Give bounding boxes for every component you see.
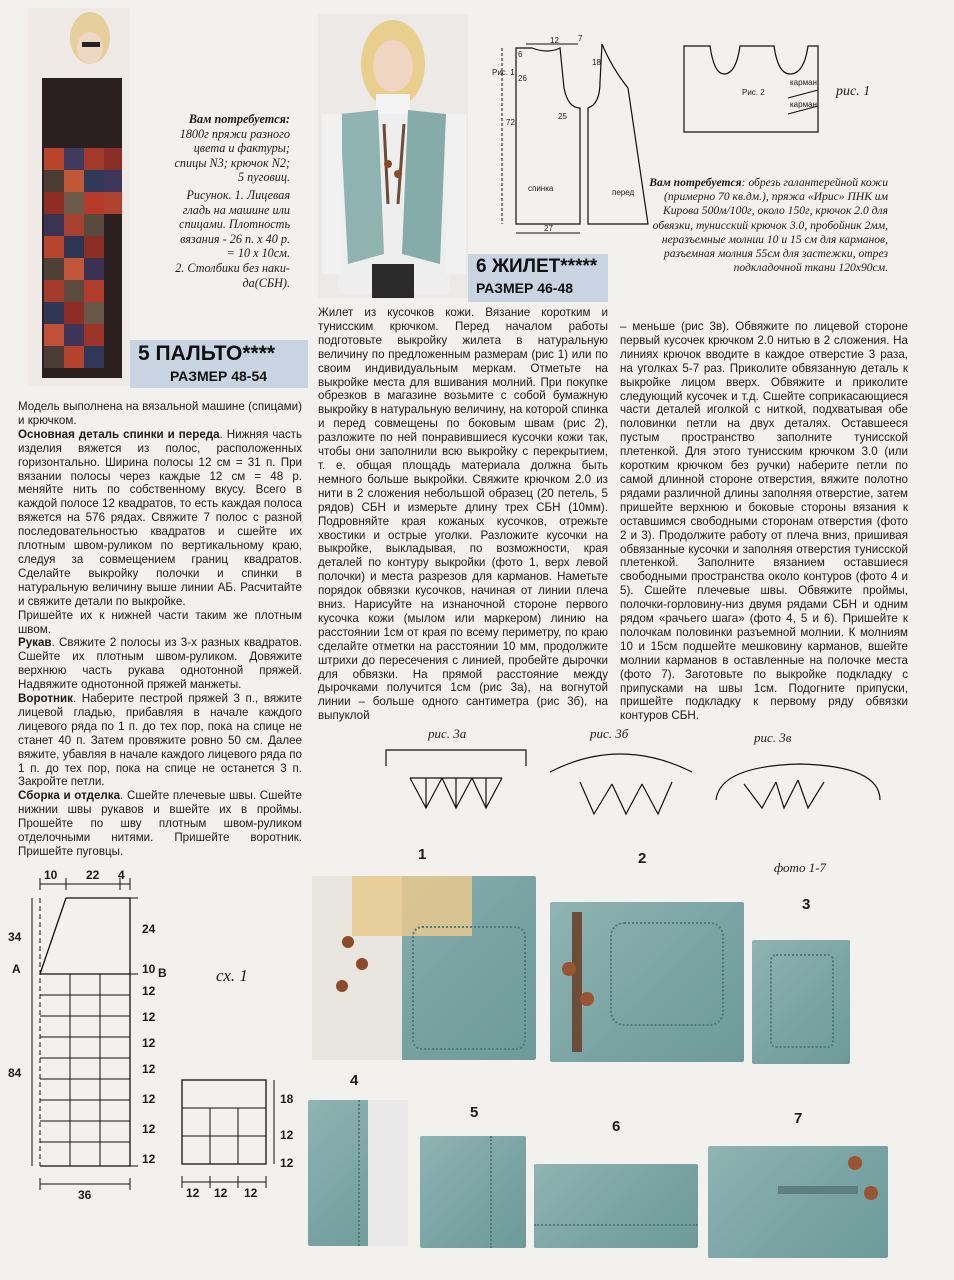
pattern-dim: 26 (518, 74, 527, 83)
coat-figure-illustration (28, 8, 130, 386)
fig-3a-caption: рис. 3а (428, 726, 467, 741)
coat-pattern-line: вязания - 26 п. х 40 р. (180, 231, 290, 246)
dim-right: 24 (142, 922, 156, 936)
coat-paragraph-sleeve: Рукав. Свяжите 2 полосы из 3-х разных квадратов. Сшейте их плотным швом-руликом. Довяжите верхнюю часть рукава однотонной пряжей. Надвяжите однотонной пряжей манжеты. (18, 636, 302, 692)
coat-paragraph-collar: Воротник. Наберите пестрой пряжей 3 п., вяжите лицевой гладью, прибавляя в начале каждого лицевого ряда по 1 п. до тех пор, пока на спице не станет 40 п. Затем провяжите ровно 50 см. Далее вяжите, убавляя в начале каждого лицевого ряда по 1 п. до тех пор, пока на спице не останется 3 п. Закройте петли. (18, 692, 302, 789)
dim-top: 22 (86, 868, 100, 882)
sleeve-dim-bottom: 12 (186, 1186, 200, 1200)
photo-number: 2 (638, 850, 647, 867)
pattern-dim: 12 (550, 36, 559, 45)
photo-3 (752, 940, 850, 1064)
coat-title: 5 ПАЛЬТО**** (138, 342, 276, 365)
coat-pattern-line: 2. Столбики без наки- (175, 260, 290, 275)
coat-pattern-line: = 10 х 10см. (226, 246, 290, 261)
dim-right: 10 (142, 962, 156, 976)
photo-7 (708, 1146, 888, 1258)
photo-4 (308, 1100, 408, 1246)
sleeve-dim-right: 12 (280, 1128, 294, 1142)
dim-top: 4 (118, 868, 125, 882)
pattern-label-pocket: карман (790, 78, 817, 87)
vest-instructions-col1: Жилет из кусочков кожи. Вязание коротким и тунисским крючком. Перед началом работы подготовьте выкройку жилета в натуральную величину по предложенным размерам (рис 1) или по своим индивидуальным меркам. Отметьте на выкройке места для вшивания молний. При покупке обрезков в магазине возьмите с собой бумажную выкройку в натуральную величину, на которой спинка и перед совмещены по боковым швам (рис 2), разложите по ней понравившиеся кусочки кожи так, чтобы они заполнили всю выкройку с перекрытием, т. е. общая площадь материала должна быть немного больше выкройки. Свяжите крючком 2.0 из нити в 2 сложения небольшой образец (20 петель, 5 рядов) СБН и измерьте длину трех СБН (10мм). Подровняйте края кожаных кусочков, отрежьте хвостики и острые уголки. Разложите кусочки на выкройке, выкладывая, по возможности, края деталей по контуру выкройки (фото 1, верх левой полочки) и места разрезов для карманов. Наметьте порядок обвязки кусочков, начиная от линии плеча вниз. Нарисуйте на изнаночной стороне первого кусочка кожи (мылом или маркером) линию на расстоянии 1см от края по всему периметру, по краю сделайте отметки на расстоянии 10 мм, продолжите штрихи до пересечения с линией, пробейте дырочки для обвязки. На прямой расстояние между дырочками получится 1см (рис 3а), на вогнутой линии – больше одного сантиметра (рис 3б), на выпуклой (318, 306, 608, 723)
vest-needs-text: : обрезь галантерейной кожи (примерно 70 кв.дм.), пряжа «Ирис» ПНК им Кирова 500м/100г, около 150г, крючок 2.0 для обвязки, тунисский крючок 3.0, пробойник 2мм, неразъемные молнии 10 и 15 см для карманов, разъемная молния 55см для застежки, отрез подкладочной ткани 120х90см. (652, 176, 888, 275)
photo-number: 7 (794, 1110, 803, 1127)
dim-left-label-a: А (12, 962, 21, 976)
sleeve-dim-right: 12 (280, 1156, 294, 1170)
vest-figure-illustration (318, 14, 468, 298)
coat-needs-line: 1800г пряжи разного (179, 126, 290, 141)
scheme-label: сх. 1 (216, 966, 248, 985)
dim-right: 12 (142, 1036, 156, 1050)
stitch-diagram-drawing (380, 726, 900, 836)
coat-pattern-line: спицами. Плотность (179, 217, 290, 232)
photo-number: 3 (802, 896, 811, 913)
vest-instructions-col2: – меньше (рис 3в). Обвяжите по лицевой стороне первый кусочек крючком 2.0 нитью в 2 сложения. На линиях крючок вводите в каждое отверстие 3 раза, на уголках 5-7 раз. Приколите обвязанную деталь к выкройке лицом вверх. Обвяжите и приколите следующий кусочек и т.д. Сшейте соприкасающиеся части деталей иголкой с ниткой, подхватывая обе половинки петли на двух деталях. Оставшееся пустым пространство заполните тунисской плетенкой. Для этого тунисским крючком 3.0 (или коротким крючком без ручки) наберите петли по самой длинной стороне отверстия, вяжите полотно рядами различной длины заполняя отверстие, затем пришейте верхнюю и боковые стороны вязания к оставшимся свободными сторонам отверстия (фото 2 и 3). Продолжите работу от плеча вниз, пришивая обвязанные кусочки и заполняя отверстия тунисской плетенкой. Заполните вязанием оставшиеся свободными пространства около контуров (фото 4 и 5). Сшейте плечевые швы. Обвяжите проймы, полочки-горловину-низ двумя рядами СБН и одним рядом «рачьего шага» (фото 4, 5 и 6). Пришейте к полочкам половинки разъемной молнии. К молниям 10 и 15см подшейте мешковину карманов, вшейте молнии карманов в оставленные на полочке места (фото 7). Заготовьте по выкройке подкладку с припусками на швы 1см. Подогните припуски, пришейте подкладку к первому ряду обвязки контуров СБН. (620, 320, 908, 723)
pattern-dim: 72 (506, 118, 515, 127)
coat-needs-heading: Вам потребуется: (188, 112, 290, 126)
coat-needs-line: 5 пуговиц. (237, 170, 290, 185)
coat-paragraph: Модель выполнена на вязальной машине (спицами) и крючком. (18, 400, 302, 427)
vest-needs-heading: Вам потребуется (649, 176, 742, 189)
dim-right: 12 (142, 1010, 156, 1024)
dim-right: 12 (142, 1122, 156, 1136)
coat-instructions (18, 400, 302, 859)
coat-schematic (6, 866, 306, 1206)
coat-paragraph: Пришейте их к нижней части таким же плотным швом. (18, 608, 302, 636)
vest-size: РАЗМЕР 46-48 (476, 280, 574, 296)
coat-needs-line: спицы N3; крючок N2; (174, 155, 290, 170)
pattern-dim: 25 (558, 112, 567, 121)
photo-6 (534, 1164, 698, 1248)
pattern-dim: 6 (518, 50, 523, 59)
photo-number: 5 (470, 1104, 479, 1121)
pattern-dim: 7 (578, 34, 583, 43)
coat-pattern-line: да(СБН). (242, 275, 290, 290)
sleeve-dim-bottom: 12 (214, 1186, 228, 1200)
photos-caption: фото 1-7 (774, 860, 827, 875)
dim-bottom: 36 (78, 1188, 92, 1202)
pattern-label-front: перед (612, 188, 635, 197)
coat-needs-line: цвета и фактуры; (193, 141, 290, 156)
pattern-dim: 27 (544, 224, 553, 233)
photo-1 (312, 876, 536, 1060)
coat-paragraph-main: Основная деталь спинки и переда. Нижняя часть изделия вяжется из полос, расположенных горизонтально. Ширина полосы 12 см = 31 п. При вязании полосы через каждые 12 см = 48 р. меняйте нить по собственному вкусу. Всего в каждой полосе 12 квадратов, то есть каждая полоса вяжется на 576 рядах. Свяжите 7 полос с разной последовательностью квадратов и сшейте их плотным швом-руликом по вертикальному краю, следуя за совмещением границ квадратов. Сделайте выкройку полочки и спинки в натуральную величину выше линии АБ. Расчитайте и свяжите детали по выкройке. (18, 427, 302, 608)
photo-number: 4 (350, 1072, 359, 1089)
coat-paragraph-assembly: Сборка и отделка. Сшейте плечевые швы. Сшейте нижнии швы рукавов и вшейте их в проймы. Прошейте по шву плотным швом-руликом отделочными нитями. Пришейте воротник. Пришейте пуговцы. (18, 789, 303, 858)
pattern-caption: рис. 1 (836, 84, 871, 99)
pattern-label-ris2: Рис. 2 (742, 88, 765, 97)
pattern-label-ris1: Рис. 1 (492, 68, 515, 77)
photo-number: 6 (612, 1118, 621, 1135)
photo-2 (550, 902, 744, 1062)
coat-model-photo (28, 8, 130, 386)
fig-3v-caption: рис. 3в (754, 730, 792, 745)
dim-label-b: В (158, 966, 167, 980)
dim-left: 34 (8, 930, 22, 944)
dim-left: 84 (8, 1066, 22, 1080)
dim-right: 12 (142, 984, 156, 998)
coat-size: РАЗМЕР 48-54 (170, 368, 268, 384)
pattern-label-back: спинка (528, 184, 554, 193)
pattern-dim: 18 (592, 58, 601, 67)
pattern-label-pocket: карман (790, 100, 817, 109)
sleeve-dim-right: 18 (280, 1092, 294, 1106)
coat-pattern-line: гладь на машине или (182, 202, 290, 217)
photo-5 (420, 1136, 526, 1248)
coat-materials (150, 112, 290, 290)
photo-number: 1 (418, 846, 427, 863)
vest-model-photo (318, 14, 468, 298)
dim-right: 12 (142, 1092, 156, 1106)
sleeve-dim-bottom: 12 (244, 1186, 258, 1200)
vest-materials (646, 176, 888, 275)
stitch-diagrams (380, 726, 900, 836)
dim-right: 12 (142, 1152, 156, 1166)
dim-top: 10 (44, 868, 58, 882)
coat-pattern-line: Рисунок. 1. Лицевая (186, 187, 290, 202)
coat-schematic-drawing (6, 866, 306, 1206)
fig-3b-caption: рис. 3б (590, 726, 629, 741)
dim-right: 12 (142, 1062, 156, 1076)
vest-title: 6 ЖИЛЕТ***** (476, 256, 598, 277)
